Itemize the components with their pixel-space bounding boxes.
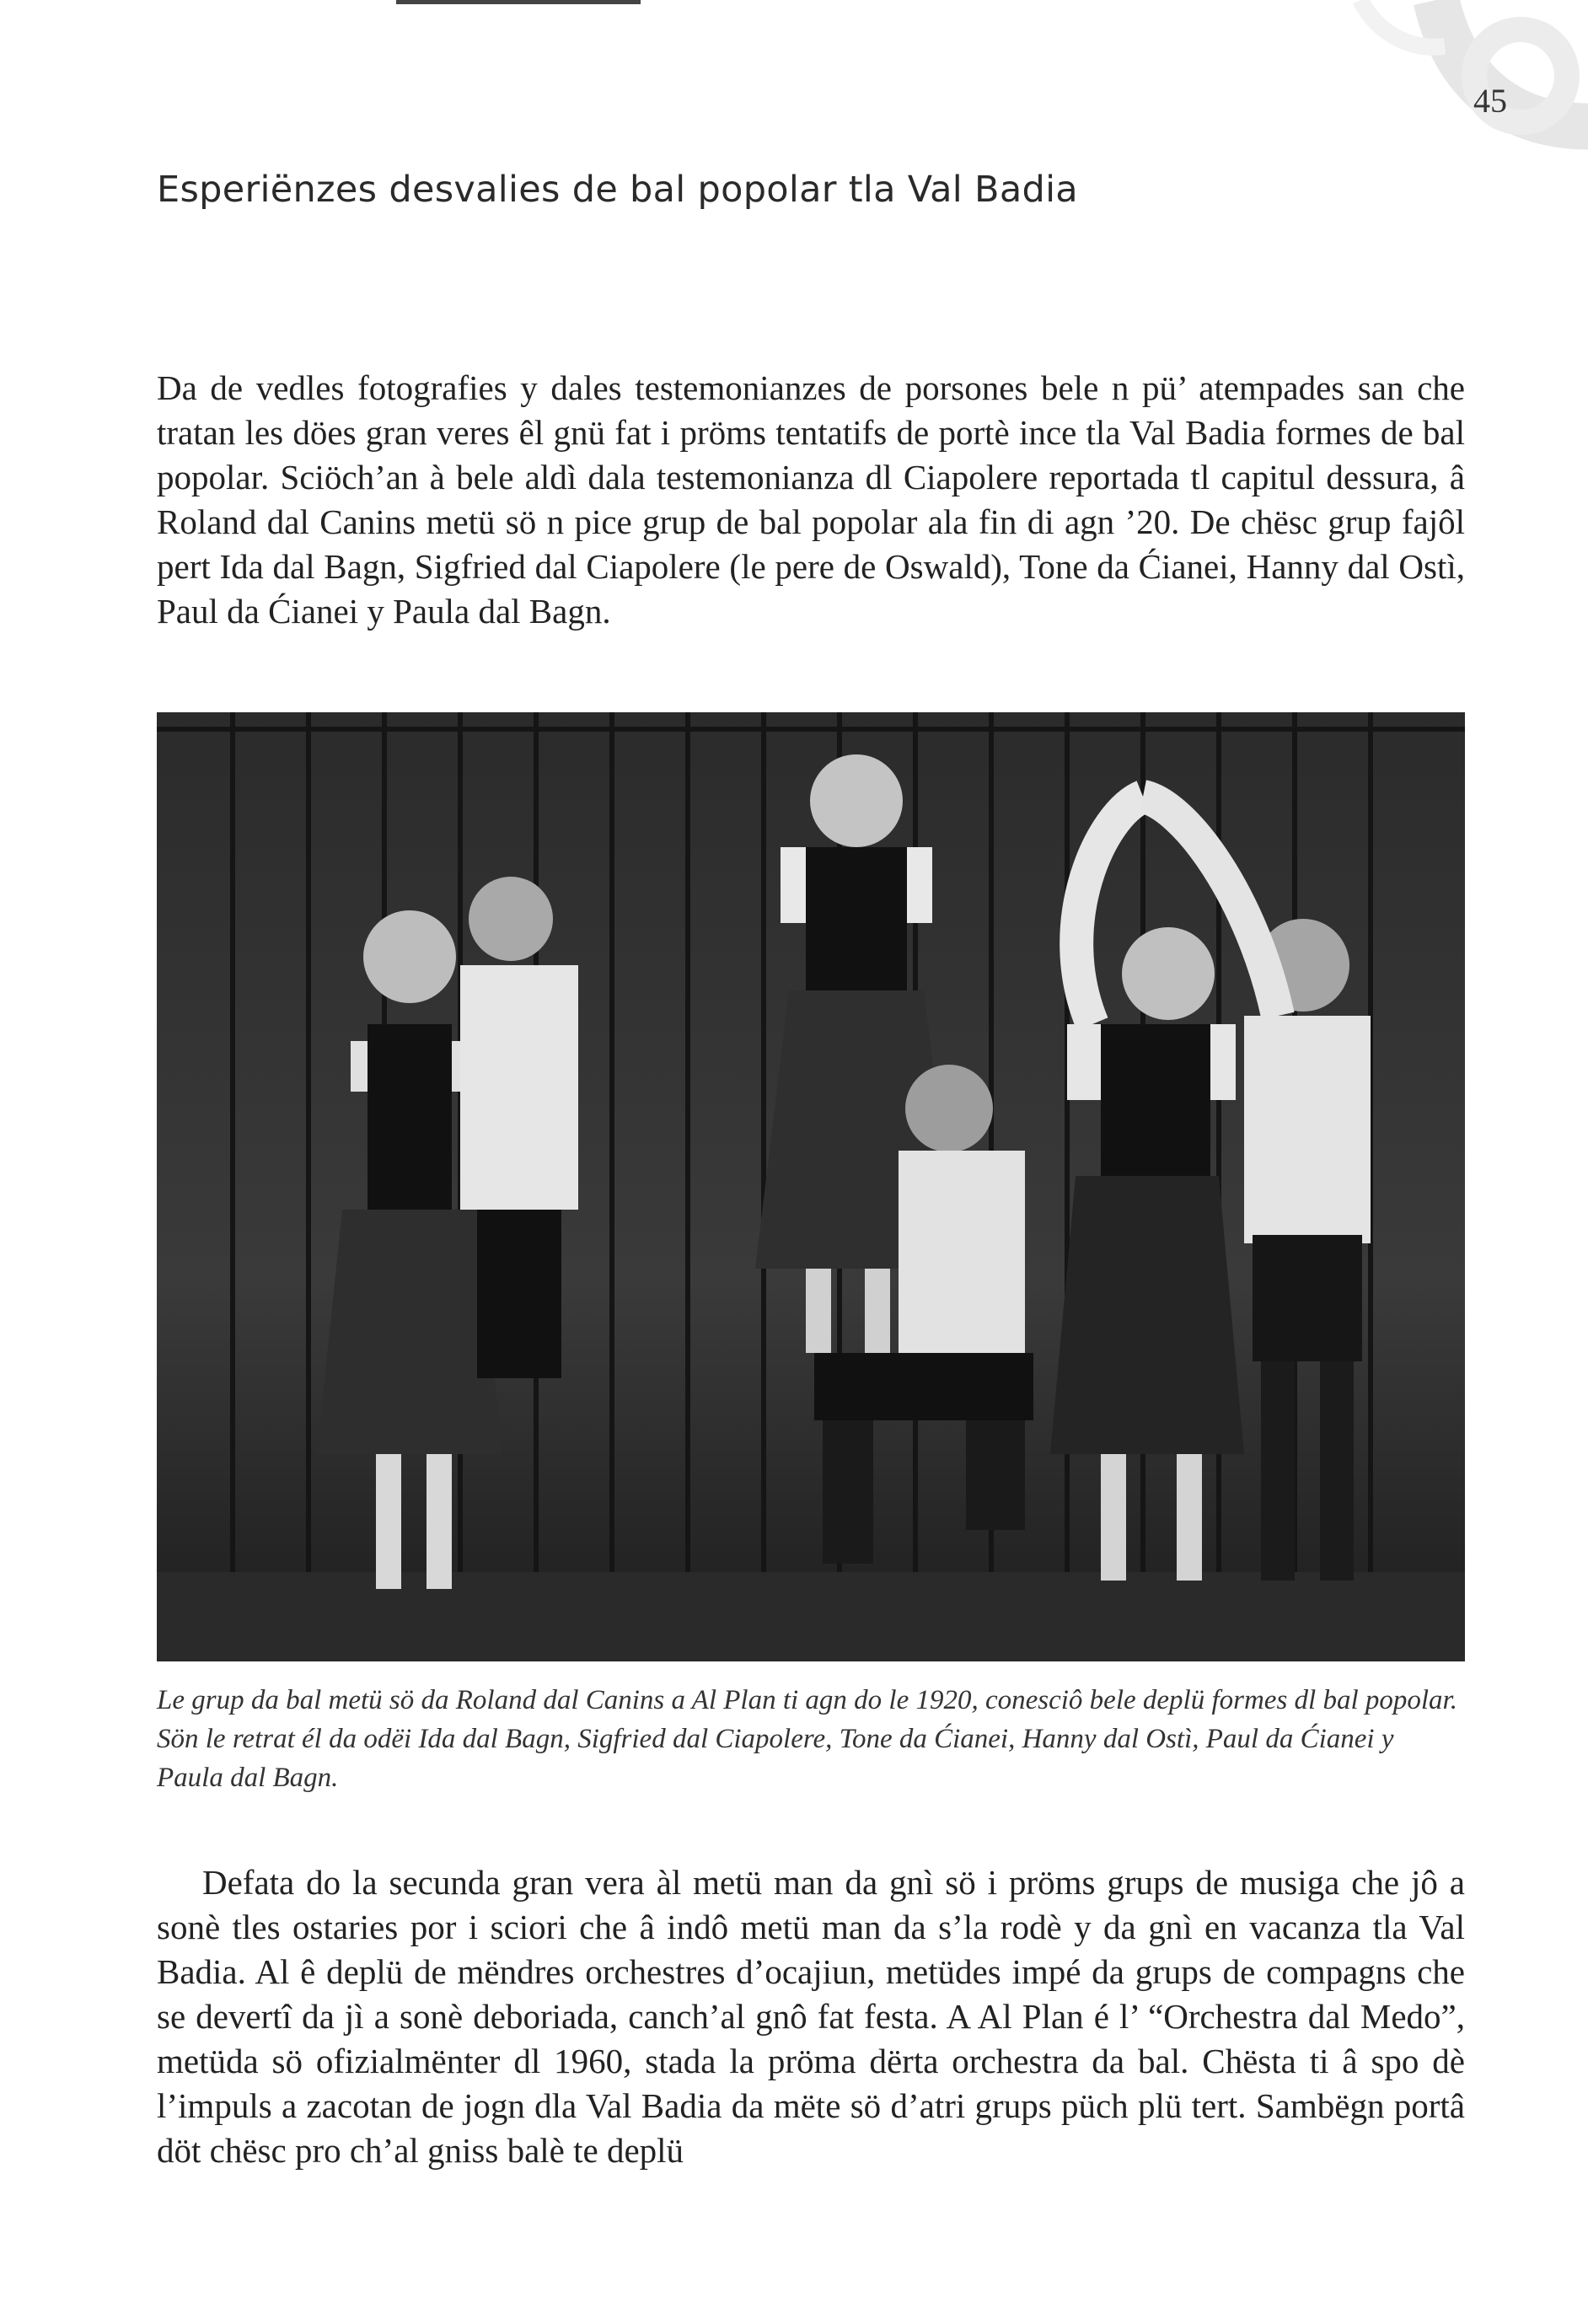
corner-swirl-decoration bbox=[1310, 0, 1588, 253]
top-rule bbox=[396, 0, 641, 4]
dance-group-photo bbox=[157, 712, 1465, 1661]
photo-illustration bbox=[157, 712, 1465, 1661]
body-paragraph-2: Defata do la secunda gran vera àl metü man da gnì sö i pröms grups de musiga che jô a sonè tles ostaries por i sciori che â indô metü man da s’la rodè y da gnì en vacanza tla Val Badia. Al ê deplü de mëndres orchestres d’ocajiun, metüdes impé da grups de compagns che se devertî da jì a sonè deboriada, canch’al gnô fat festa. A Al Plan é l’ “Orchestra dal Medo”, metüda sö ofizialmënter dl 1960, stada la pröma dërta orchestra da bal. Chësta ti â spo dè l’impuls a zacotan de jogn dla Val Badia da mëte sö d’atri grups püch plü tert. Sambëgn portâ döt chësc pro ch’al gniss balè te deplü bbox=[157, 1863, 1465, 2170]
photo-caption: Le grup da bal metü sö da Roland dal Canins a Al Plan ti agn do le 1920, conesciô bele deplü formes dl bal popolar. Sön le retrat él da odëi Ida dal Bagn, Sigfried dal Ciapolere, Tone da Ćianei, Hanny dal Ostì, Paul da Ćianei y Paula dal Bagn. bbox=[157, 1685, 1457, 1793]
body-paragraph-1: Da de vedles fotografies y dales testemonianzes de porsones bele n pü’ atempades san che tratan les döes gran veres êl gnü fat i pröms tentatifs de portè ince tla Val Badia formes de bal popolar. Sciöch’an à bele aldì dala testemonianza dl Ciapolere reportada tl capitul dessura, â Roland dal Canins metü sö n pice grup de bal popolar ala fin di agn ’20. De chësc grup fajôl pert Ida dal Bagn, Sigfried dal Ciapolere (le pere de Oswald), Tone da Ćianei, Hanny dal Ostì, Paul da Ćianei y Paula dal Bagn. bbox=[157, 368, 1465, 631]
chapter-title: Esperiënzes desvalies de bal popolar tla Val Badia bbox=[157, 169, 1078, 211]
page-number: 45 bbox=[1473, 82, 1507, 120]
